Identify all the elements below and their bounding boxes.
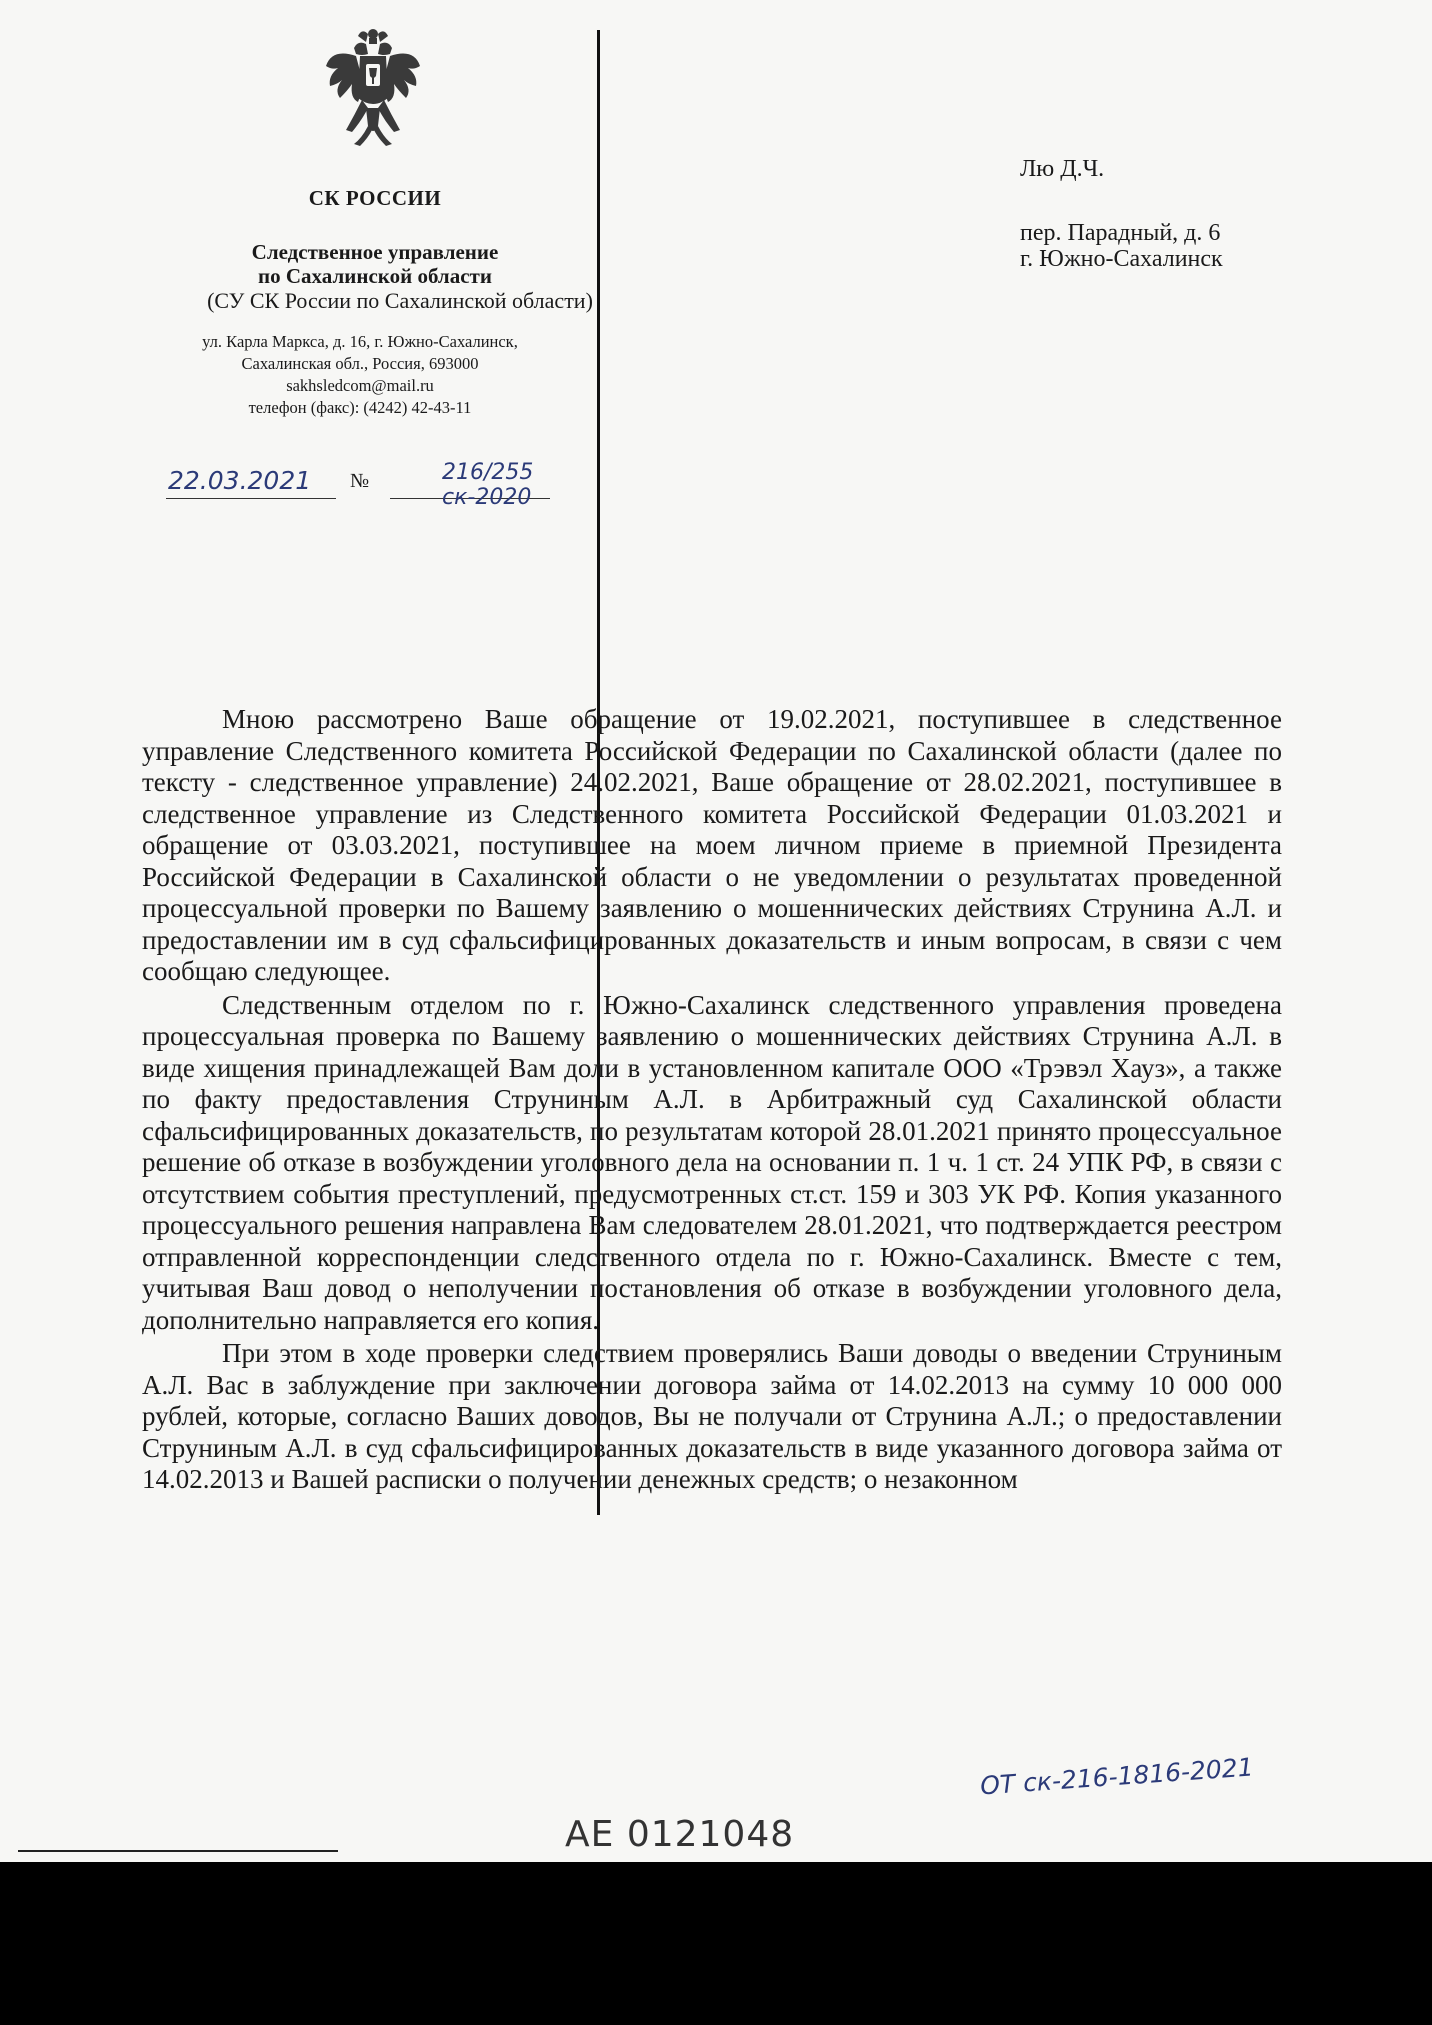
handwritten-number: 216/255 ск-2020 (442, 460, 534, 510)
number-sign: № (350, 470, 370, 492)
address-line-2: Сахалинская обл., Россия, 693000 (241, 354, 479, 373)
form-serial-number: АЕ 0121048 (565, 1814, 795, 1855)
org-phone: телефон (факс): (4242) 42-43-11 (248, 398, 472, 417)
org-full-name (200, 240, 550, 288)
org-short-name: СК РОССИИ (308, 186, 442, 210)
address-line-1: ул. Карла Маркса, д. 16, г. Южно-Сахалинск, (202, 332, 518, 351)
recipient-address (1020, 220, 1380, 272)
org-abbreviation: (СУ СК России по Сахалинской области) (207, 288, 593, 313)
coat-of-arms-emblem-icon (322, 26, 424, 150)
scan-black-margin (0, 1862, 1432, 2025)
letter-body (142, 704, 1282, 1498)
body-paragraph-1: Мною рассмотрено Ваше обращение от 19.02.2021, поступившее в следственное управление Следственного комитета Российской Федерации по Сахалинской области (далее по тексту - следственное управление) 24.02.2021, Ваше обращение от 28.02.2021, поступившее в следственное управление из Следственного комитета Российской Федерации 01.03.2021 и обращение от 03.03.2021, поступившее на моем личном приеме в приемной Президента Российской Федерации в Сахалинской области о не уведомлении о результатах проведенной процессуальной проверки по Вашему заявлению о мошеннических действиях Струнина А.Л. и предоставлении им в суд сфальсифицированных доказательств и иным вопросам, в связи с чем сообщаю следующее. (142, 704, 1282, 986)
body-paragraph-3: При этом в ходе проверки следствием проверялись Ваши доводы о введении Струниным А.Л. Вас в заблуждение при заключении договора займа от 14.02.2013 на сумму 10 000 000 рублей, которые, согласно Ваших доводов, Вы не получали от Струнина А.Л.; о предоставлении Струниным А.Л. в суд сфальсифицированных доказательств в виде указанного договора займа от 14.02.2013 и Вашей расписки о получении денежных средств; о незаконном (142, 1338, 1282, 1494)
recipient-address-line-2: г. Южно-Сахалинск (1020, 246, 1223, 272)
recipient-address-line-1: пер. Парадный, д. 6 (1020, 220, 1221, 246)
handwritten-date: 22.03.2021 (168, 466, 312, 495)
footer-rule (18, 1850, 338, 1852)
recipient-name: Лю Д.Ч. (1020, 156, 1105, 182)
body-paragraph-2: Следственным отделом по г. Южно-Сахалинск следственного управления проведена процессуальная проверка по Вашему заявлению о мошеннических действиях Струнина А.Л. в виде хищения принадлежащей Вам доли в установленном капитале ООО «Трэвэл Хауз», а также по факту предоставления Струниным А.Л. в Арбитражный суд Сахалинской области сфальсифицированных доказательств, по результатам которой 28.01.2021 принято процессуальное решение об отказе в возбуждении уголовного дела на основании п. 1 ч. 1 ст. 24 УПК РФ, в связи с отсутствием события преступлений, предусмотренных ст.ст. 159 и 303 УК РФ. Копия указанного процессуального решения направлена Вам следователем 28.01.2021, что подтверждается реестром отправленной корреспонденции следственного отдела по г. Южно-Сахалинск. Вместе с тем, учитывая Ваш довод о неполучении постановления об отказе в возбуждении уголовного дела, дополнительно направляется его копия. (142, 989, 1282, 1335)
date-number-row (166, 460, 586, 510)
handwritten-registration-note: ОТ ск-216-1816-2021 (979, 1752, 1255, 1801)
org-address-block (100, 331, 620, 419)
org-line-1: Следственное управление (251, 240, 499, 264)
org-line-2: по Сахалинской области (258, 264, 492, 288)
date-underline (166, 498, 336, 499)
org-email: sakhsledcom@mail.ru (286, 376, 434, 395)
